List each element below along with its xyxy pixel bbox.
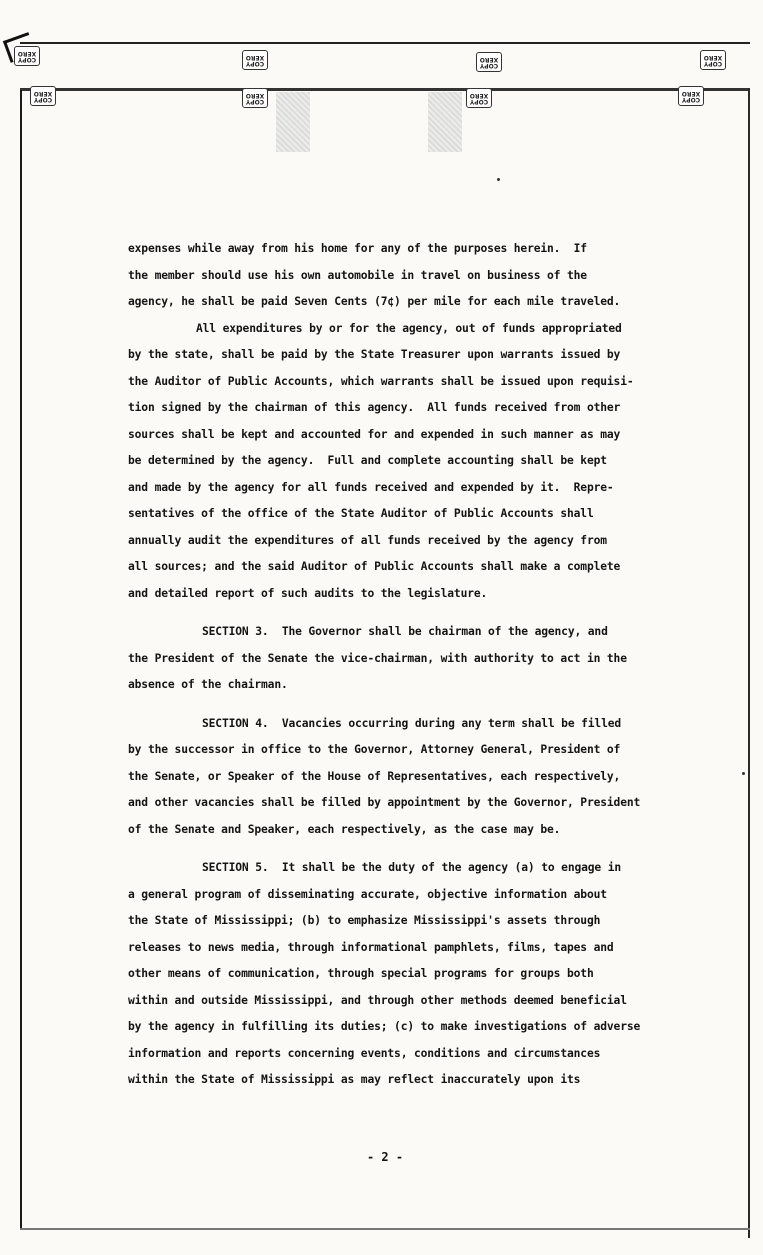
text-line: All expenditures by or for the agency, out of funds appropriated [196, 321, 622, 335]
speck [497, 178, 500, 181]
text-line: sentatives of the office of the State Auditor of Public Accounts shall [128, 507, 594, 520]
page-number: - 2 - [366, 1150, 404, 1164]
text-line: the State of Mississippi; (b) to emphasize Mississippi's assets through [128, 914, 601, 927]
text-line: and made by the agency for all funds received and expended by it. Repre- [128, 480, 614, 494]
xerox-stamp: COPY XERO [30, 86, 56, 106]
section-4 [128, 711, 643, 844]
text-line: tion signed by the chairman of this agency. All funds received from other [128, 401, 621, 414]
xerox-stamp: COPY XERO [14, 46, 40, 66]
text-line: agency, he shall be paid Seven Cents (7¢) per mile for each mile traveled. [128, 295, 621, 308]
text-line: absence of the chairman. [128, 678, 288, 691]
text-line: by the successor in office to the Governor, Attorney General, President of [128, 743, 621, 756]
text-line: the President of the Senate the vice-chairman, with authority to act in the [128, 651, 627, 665]
document-body [128, 236, 643, 1094]
text-line: annually audit the expenditures of all funds received by the agency from [128, 533, 607, 547]
section-heading-line: SECTION 5. It shall be the duty of the agency (a) to engage in [202, 861, 622, 874]
text-line: the Auditor of Public Accounts, which warrants shall be issued upon requisi- [128, 374, 634, 388]
section-5 [128, 855, 643, 1094]
text-line: the Senate, or Speaker of the House of Representatives, each respectively, [128, 769, 621, 783]
xerox-stamp: COPY XERO [466, 88, 492, 108]
xerox-stamp: COPY XERO [242, 88, 268, 108]
section-heading-line: SECTION 3. The Governor shall be chairman of the agency, and [202, 625, 608, 638]
text-line: information and reports concerning events, conditions and circumstances [128, 1046, 601, 1060]
xerox-stamp: COPY XERO [242, 50, 268, 70]
text-line: a general program of disseminating accurate, objective information about [128, 887, 607, 901]
text-line: sources shall be kept and accounted for and expended in such manner as may [128, 427, 621, 441]
section-3 [128, 619, 643, 699]
page-border-left [20, 90, 22, 1230]
text-line: and detailed report of such audits to the legislature. [128, 586, 488, 600]
page-border-right [748, 88, 750, 1238]
text-line: within the State of Mississippi as may reflect inaccurately upon its [128, 1073, 581, 1086]
section-heading-line: SECTION 4. Vacancies occurring during any term shall be filled [202, 716, 622, 730]
xerox-stamp: COPY XERO [678, 86, 704, 106]
paragraph-1 [128, 236, 643, 316]
top-rule [20, 42, 750, 44]
clip-shadow [276, 92, 310, 152]
paragraph-2 [128, 316, 643, 608]
page-border-top [20, 88, 750, 91]
text-line: other means of communication, through special programs for groups both [128, 967, 594, 980]
text-line: be determined by the agency. Full and complete accounting shall be kept [128, 454, 607, 467]
speck [742, 772, 745, 775]
text-line: by the agency in fulfilling its duties; (c) to make investigations of adverse [128, 1020, 641, 1033]
text-line: the member should use his own automobile in travel on business of the [128, 268, 587, 282]
text-line: of the Senate and Speaker, each respectively, as the case may be. [128, 822, 561, 836]
clip-shadow [428, 92, 462, 152]
text-line: releases to news media, through informational pamphlets, films, tapes and [128, 940, 614, 954]
xerox-stamp: COPY XERO [700, 50, 726, 70]
text-line: within and outside Mississippi, and through other methods deemed beneficial [128, 993, 627, 1007]
text-line: by the state, shall be paid by the State Treasurer upon warrants issued by [128, 348, 621, 361]
text-line: expenses while away from his home for any of the purposes herein. If [128, 242, 587, 255]
text-line: all sources; and the said Auditor of Public Accounts shall make a complete [128, 560, 621, 573]
xerox-stamp: COPY XERO [476, 52, 502, 72]
text-line: and other vacancies shall be filled by appointment by the Governor, President [128, 796, 641, 809]
page-border-bottom [20, 1228, 750, 1230]
